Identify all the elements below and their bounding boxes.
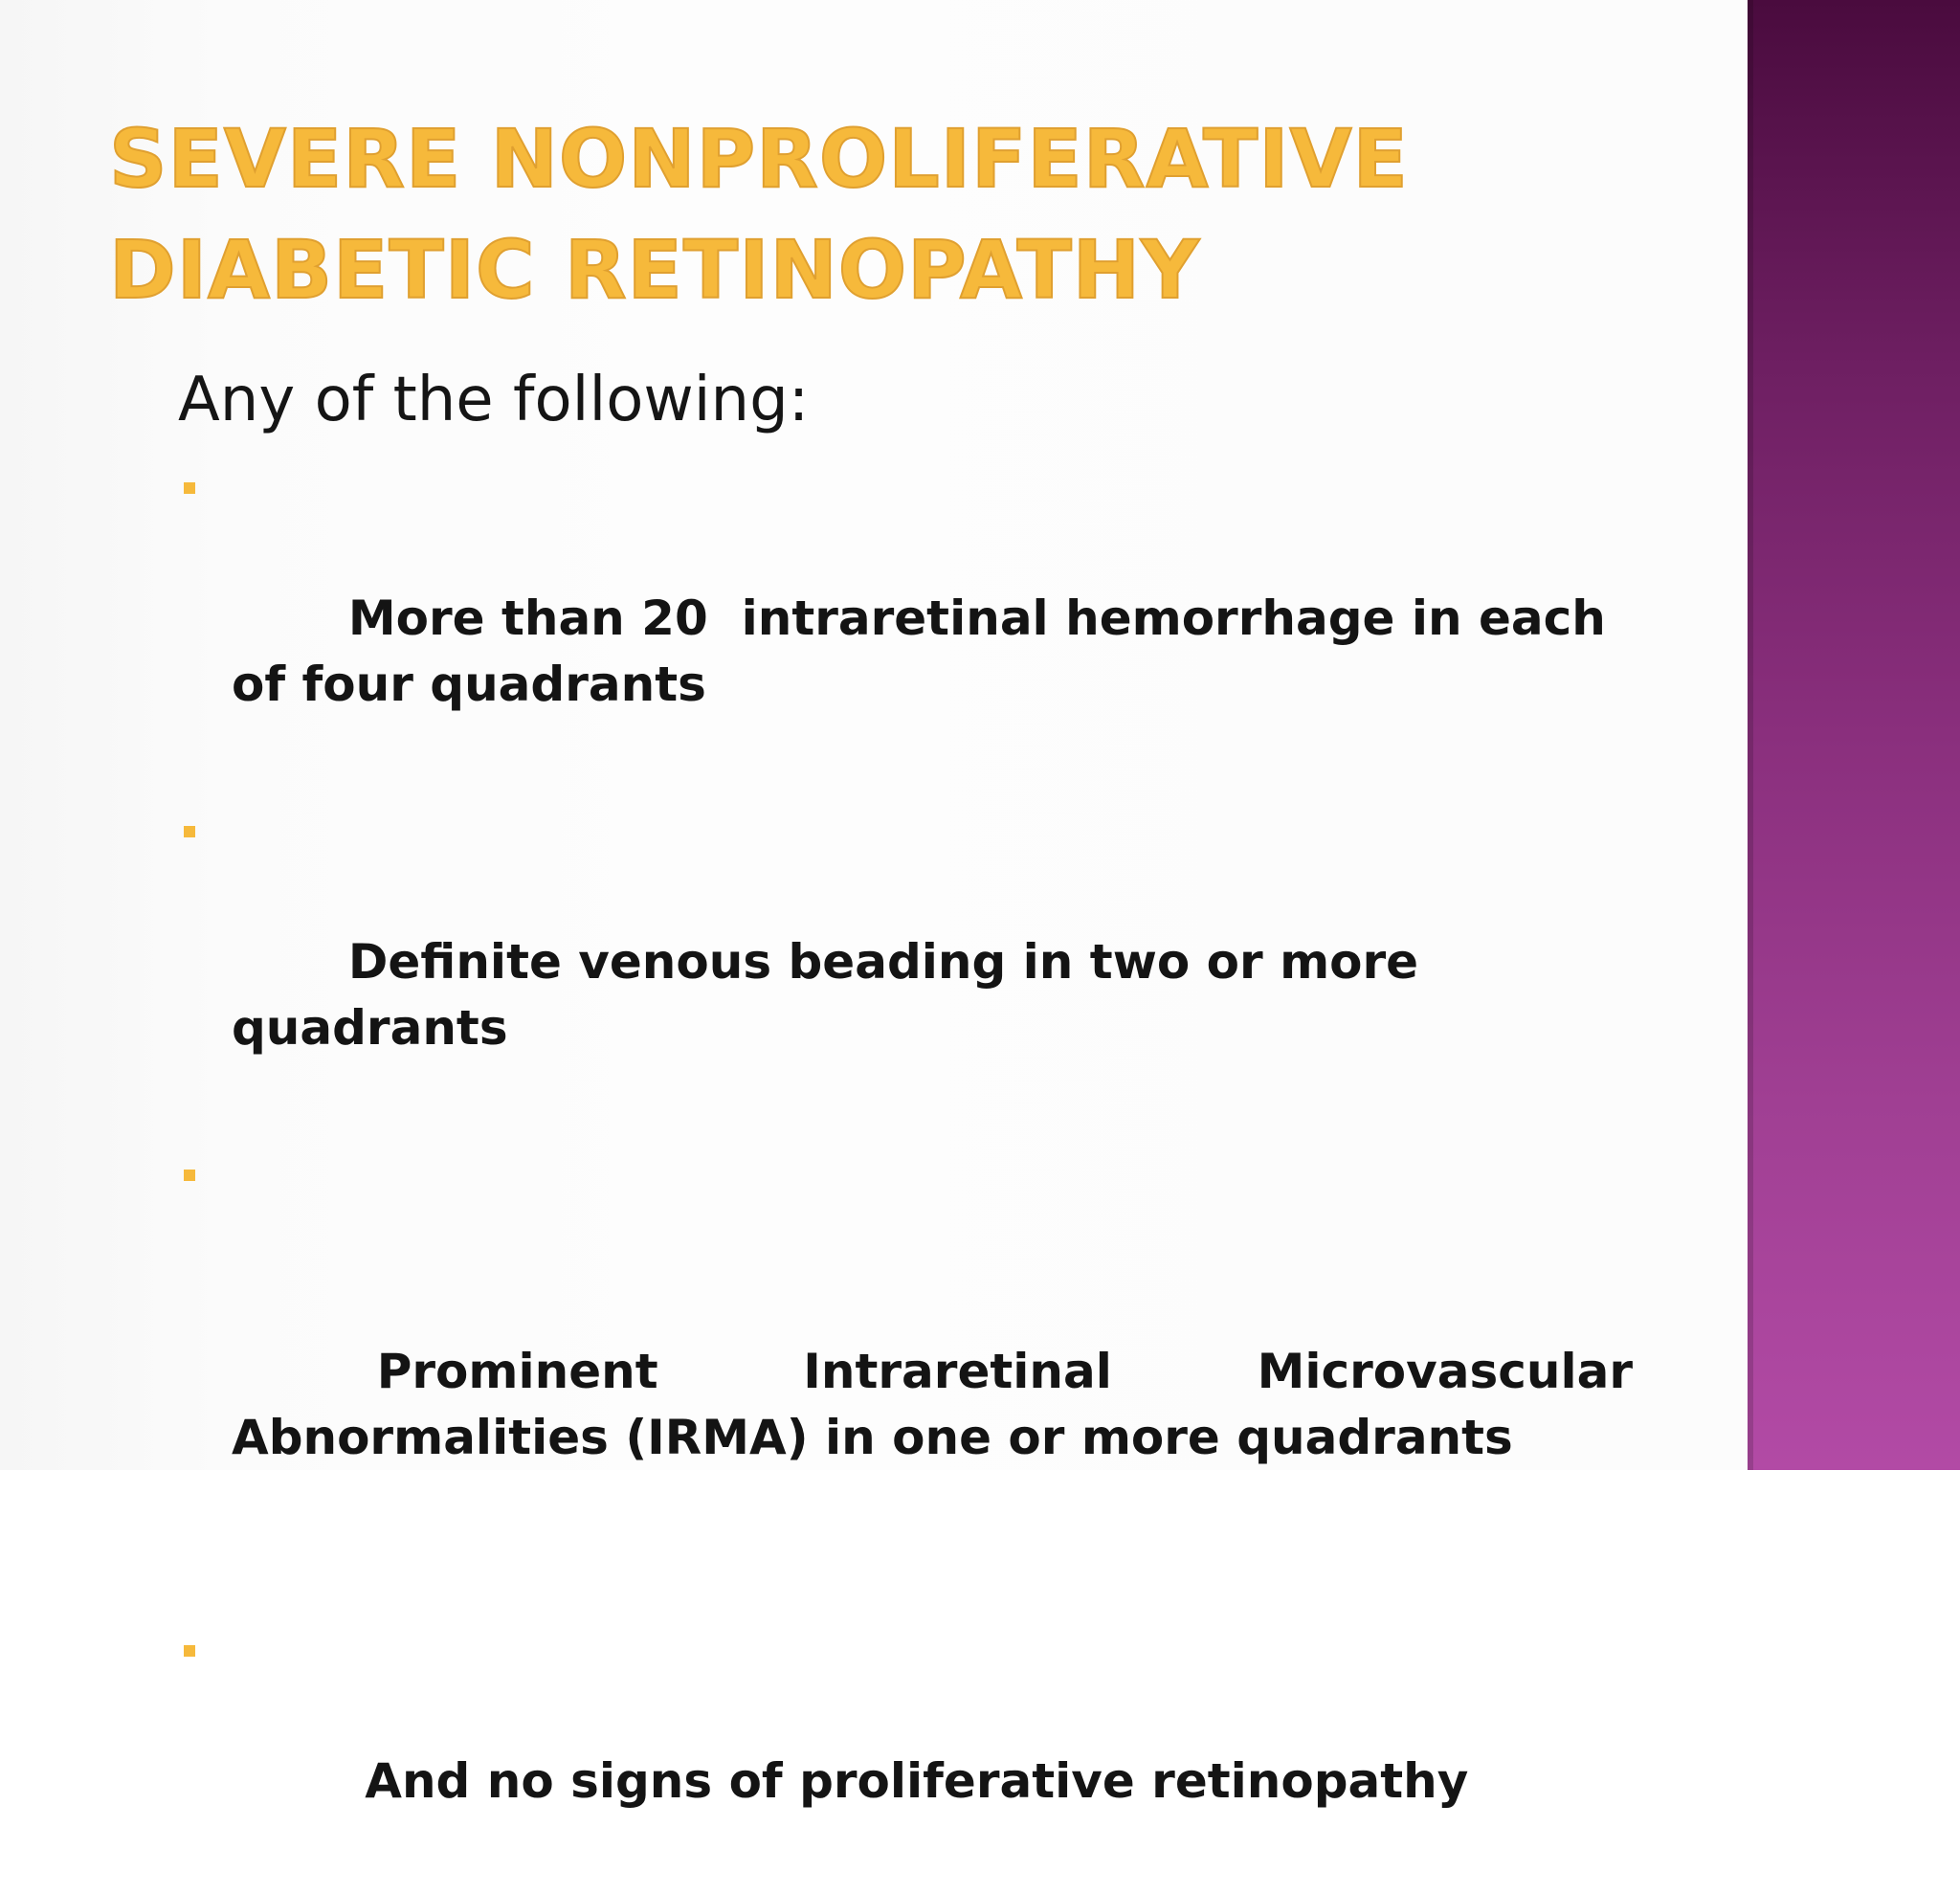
bullet-text: And no signs of proliferative retinopathy [331, 1753, 1469, 1809]
title-line-2: DIABETIC RETINOPATHY [109, 223, 1200, 317]
decorative-side-bar [1748, 0, 1960, 1470]
bullet-square-icon [184, 1170, 195, 1181]
bullet-list [178, 454, 1650, 1894]
bullet-item-no-proliferative [178, 1616, 1633, 1881]
bullet-text: Prominent Intraretinal Microvascular Abnormalities (IRMA) in one or more quadrants [232, 1344, 1650, 1465]
bullet-square-icon [184, 1645, 195, 1657]
bullet-text: More than 20 intraretinal hemorrhage in each of four quadrants [232, 590, 1623, 712]
intro-text: Any of the following: [178, 365, 810, 435]
bullet-text: Definite venous beading in two or more quadrants [232, 934, 1436, 1056]
bullet-item-irma [178, 1141, 1650, 1603]
bullet-item-venous-beading [178, 797, 1633, 1127]
bullet-square-icon [184, 482, 195, 494]
title-line-1: SEVERE NONPROLIFERATIVE [109, 112, 1409, 206]
side-bar-edge [1748, 0, 1753, 1470]
bullet-item-hemorrhage [178, 454, 1633, 784]
bullet-square-icon [184, 826, 195, 837]
slide-title [109, 103, 1640, 325]
